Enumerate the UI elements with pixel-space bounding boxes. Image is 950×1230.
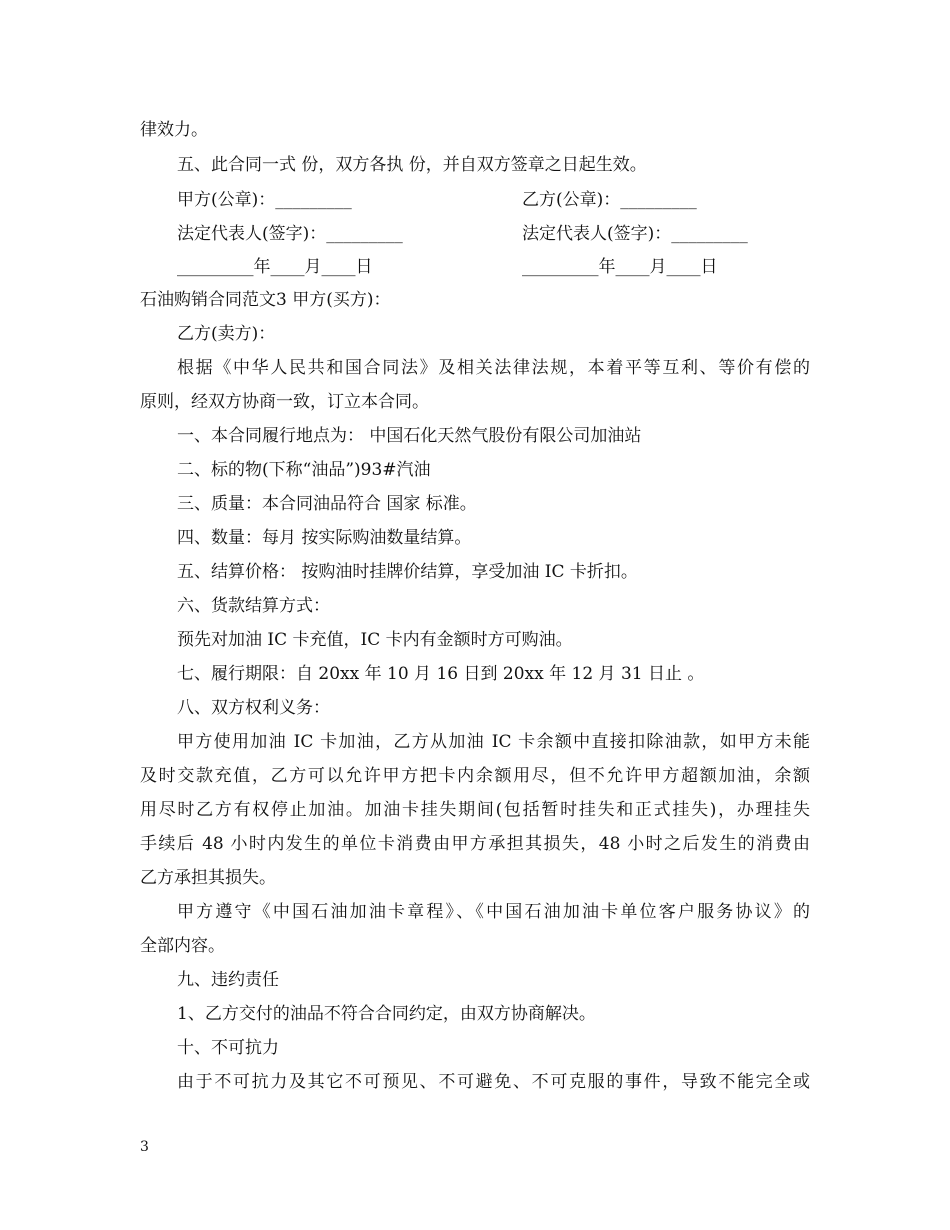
clause-line: 六、货款结算方式： xyxy=(177,596,330,616)
paragraph-line: 律效力。 xyxy=(140,120,208,140)
paragraph-line: 1、乙方交付的油品不符合合同约定，由双方协商解决。 xyxy=(177,1004,596,1024)
party-b-seal-line: 乙方(公章)：_________ xyxy=(522,190,697,210)
clause-line: 一、本合同履行地点为： 中国石化天然气股份有限公司加油站 xyxy=(177,426,642,446)
paragraph-line: 及时交款充值，乙方可以允许甲方把卡内余额用尽，但不允许甲方超额加油，余额 xyxy=(140,766,810,786)
clause-line: 九、违约责任 xyxy=(177,970,279,990)
paragraph-line: 乙方承担其损失。 xyxy=(140,868,276,888)
party-a-seal-line: 甲方(公章)：_________ xyxy=(177,190,352,210)
paragraph-line: 由于不可抗力及其它不可预见、不可避免、不可克服的事件，导致不能完全或 xyxy=(177,1072,810,1092)
paragraph-line: 预先对加油 IC 卡充值，IC 卡内有金额时方可购油。 xyxy=(177,630,573,650)
paragraph-line: 手续后 48 小时内发生的单位卡消费由甲方承担其损失，48 小时之后发生的消费由 xyxy=(140,834,810,854)
paragraph-line: 根据《中华人民共和国合同法》及相关法律法规，本着平等互利、等价有偿的 xyxy=(177,358,810,378)
section-title: 石油购销合同范文3 甲方(买方)： xyxy=(140,290,391,310)
clause-line: 三、质量：本合同油品符合 国家 标准。 xyxy=(177,494,477,514)
clause-line: 八、双方权利义务： xyxy=(177,698,330,718)
clause-line: 四、数量：每月 按实际购油数量结算。 xyxy=(177,528,472,548)
paragraph-line: 乙方(卖方)： xyxy=(177,324,276,344)
paragraph-line: 用尽时乙方有权停止加油。加油卡挂失期间(包括暂时挂失和正式挂失)，办理挂失 xyxy=(140,800,810,820)
party-a-date-line: _________年____月____日 xyxy=(177,257,373,277)
clause-line: 十、不可抗力 xyxy=(177,1038,279,1058)
clause-line: 五、结算价格： 按购油时挂牌价结算，享受加油 IC 卡折扣。 xyxy=(177,562,638,582)
clause-line: 二、标的物(下称“油品”)93#汽油 xyxy=(177,460,431,480)
clause-line: 七、履行期限：自 20xx 年 10 月 16 日到 20xx 年 12 月 31 日止 。 xyxy=(177,664,705,684)
page-number: 3 xyxy=(140,1139,149,1155)
paragraph-line: 五、此合同一式 份，双方各执 份，并自双方签章之日起生效。 xyxy=(177,155,647,175)
party-b-rep-signature-line: 法定代表人(签字)：_________ xyxy=(522,224,748,244)
paragraph-line: 甲方遵守《中国石油加油卡章程》、《中国石油加油卡单位客户服务协议》的 xyxy=(177,902,810,922)
paragraph-line: 甲方使用加油 IC 卡加油，乙方从加油 IC 卡余额中直接扣除油款，如甲方未能 xyxy=(177,732,810,752)
party-b-date-line: _________年____月____日 xyxy=(522,257,718,277)
paragraph-line: 原则，经双方协商一致，订立本合同。 xyxy=(140,392,429,412)
party-a-rep-signature-line: 法定代表人(签字)：_________ xyxy=(177,224,403,244)
paragraph-line: 全部内容。 xyxy=(140,936,225,956)
